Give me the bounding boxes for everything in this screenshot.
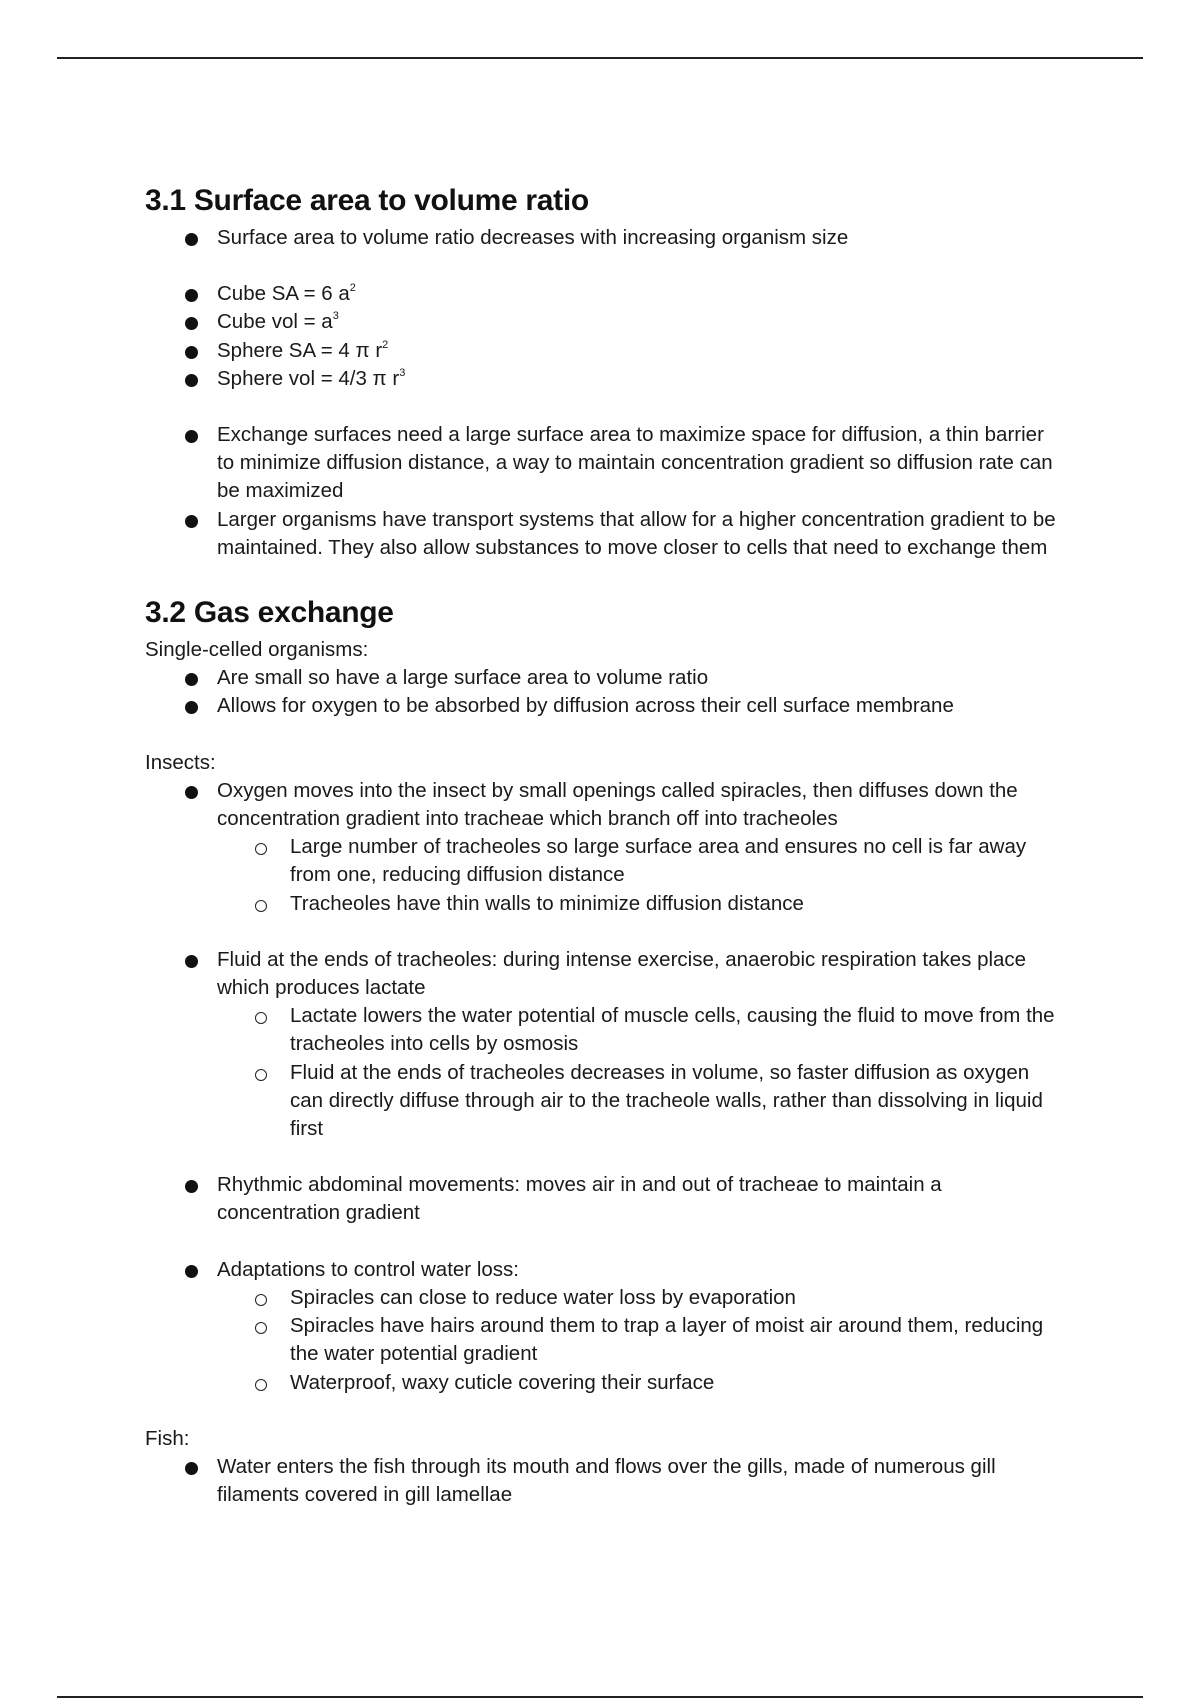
bullet-item: Oxygen moves into the insect by small openings called spiracles, then diffuses down the concentration gradient into tracheae which branch off into tracheoles — [145, 777, 1065, 833]
bullet-item: Are small so have a large surface area to volume ratio — [145, 664, 1065, 692]
sub-bullet-item: Fluid at the ends of tracheoles decreases in volume, so faster diffusion as oxygen can directly diffuse through air to the tracheole walls, rather than dissolving in liquid first — [145, 1059, 1065, 1144]
subsection-label-insects: Insects: — [145, 750, 216, 774]
bullet-item: Surface area to volume ratio decreases with increasing organism size — [145, 224, 1065, 252]
bullet-item: Exchange surfaces need a large surface area to maximize space for diffusion, a thin barrier to minimize diffusion distance, a way to maintain concentration gradient so diffusion rate can be maximized — [145, 421, 1065, 506]
section-heading-gas-exchange: 3.2 Gas exchange — [145, 596, 394, 630]
subsection-label-fish: Fish: — [145, 1426, 190, 1450]
sub-bullet-item: Lactate lowers the water potential of muscle cells, causing the fluid to move from the tracheoles into cells by osmosis — [145, 1002, 1065, 1058]
bullet-item: Allows for oxygen to be absorbed by diffusion across their cell surface membrane — [145, 692, 1065, 720]
formula-sphere-sa: Sphere SA = 4 π $r^2$ — [145, 337, 1065, 365]
sub-bullet-item: Tracheoles have thin walls to minimize diffusion distance — [145, 890, 1065, 918]
document-body — [145, 178, 1065, 1509]
formula-sphere-vol: Sphere vol = 4/3 π $r^3$ — [145, 365, 1065, 393]
sub-bullet-item: Large number of tracheoles so large surface area and ensures no cell is far away from one, reducing diffusion distance — [145, 833, 1065, 889]
formula-cube-sa: Cube SA = 6 $a^2$ — [145, 280, 1065, 308]
bullet-item: Water enters the fish through its mouth and flows over the gills, made of numerous gill filaments covered in gill lamellae — [145, 1453, 1065, 1509]
bullet-item: Fluid at the ends of tracheoles: during intense exercise, anaerobic respiration takes place which produces lactate — [145, 946, 1065, 1002]
subsection-label-single-celled: Single-celled organisms: — [145, 638, 369, 662]
sub-bullet-item: Spiracles have hairs around them to trap a layer of moist air around them, reducing the water potential gradient — [145, 1312, 1065, 1368]
formula-cube-vol: Cube vol = $a^3$ — [145, 308, 1065, 336]
bullet-item: Adaptations to control water loss: — [145, 1256, 1065, 1284]
bullet-item: Rhythmic abdominal movements: moves air in and out of tracheae to maintain a concentration gradient — [145, 1171, 1065, 1227]
sub-bullet-item: Spiracles can close to reduce water loss by evaporation — [145, 1284, 1065, 1312]
header-rule — [57, 57, 1143, 59]
bullet-item: Larger organisms have transport systems that allow for a higher concentration gradient to be maintained. They also allow substances to move closer to cells that need to exchange them — [145, 506, 1065, 562]
footer-rule — [57, 1696, 1143, 1698]
sub-bullet-item: Waterproof, waxy cuticle covering their surface — [145, 1369, 1065, 1397]
section-heading-sa-volume: 3.1 Surface area to volume ratio — [145, 184, 589, 217]
